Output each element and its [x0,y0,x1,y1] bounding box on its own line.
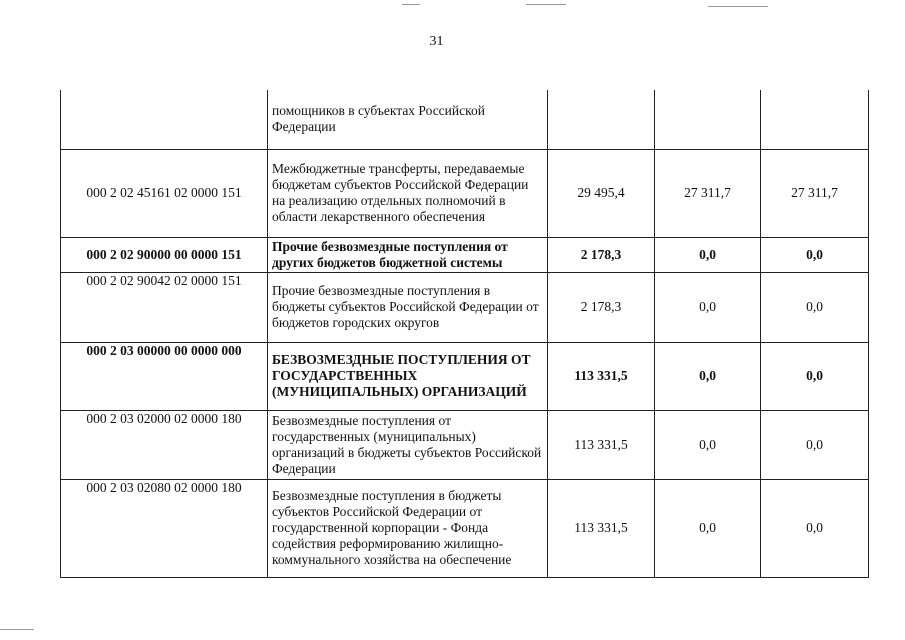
row-name: Прочие безвозмездные поступления в бюджеты субъектов Российской Федерации от бюджетов городских округов [268,272,548,342]
row-value-1: 113 331,5 [548,410,655,479]
row-value-1: 113 331,5 [548,479,655,577]
row-value-3 [761,90,869,149]
scan-mark [402,4,420,5]
table-row [61,237,869,272]
row-value-3: 0,0 [761,237,869,272]
row-value-1: 29 495,4 [548,149,655,237]
row-name: БЕЗВОЗМЕЗДНЫЕ ПОСТУПЛЕНИЯ ОТ ГОСУДАРСТВЕННЫХ (МУНИЦИПАЛЬНЫХ) ОРГАНИЗАЦИЙ [268,342,548,410]
scan-mark [708,6,768,7]
table-row [61,90,869,149]
row-value-2 [655,90,761,149]
table-row [61,479,869,577]
row-value-1: 2 178,3 [548,272,655,342]
row-value-1 [548,90,655,149]
row-name: Межбюджетные трансферты, передаваемые бюджетам субъектов Российской Федерации на реализацию отдельных полномочий в области лекарственного обеспечения [268,149,548,237]
row-value-2: 0,0 [655,272,761,342]
row-value-3: 0,0 [761,342,869,410]
row-value-2: 0,0 [655,237,761,272]
row-value-2: 27 311,7 [655,149,761,237]
row-value-1: 2 178,3 [548,237,655,272]
row-name: помощников в субъектах Российской Федерации [268,90,548,149]
row-value-2: 0,0 [655,410,761,479]
table-row [61,342,869,410]
page-number: 31 [429,34,444,49]
row-code [61,90,268,149]
row-value-2: 0,0 [655,479,761,577]
row-name: Безвозмездные поступления от государственных (муниципальных) организаций в бюджеты субъектов Российской Федерации [268,410,548,479]
scan-mark [526,4,566,5]
row-code: 000 2 03 02000 02 0000 180 [61,410,268,479]
row-name: Безвозмездные поступления в бюджеты субъектов Российской Федерации от государственной корпорации - Фонда содействия реформированию жилищно-коммунального хозяйства на обеспечение [268,479,548,577]
row-value-3: 0,0 [761,410,869,479]
budget-revenue-table [60,90,869,578]
row-code: 000 2 02 90000 00 0000 151 [61,237,268,272]
table-row [61,149,869,237]
row-code: 000 2 03 02080 02 0000 180 [61,479,268,577]
row-value-2: 0,0 [655,342,761,410]
row-value-1: 113 331,5 [548,342,655,410]
row-code: 000 2 02 45161 02 0000 151 [61,149,268,237]
table-row [61,272,869,342]
row-value-3: 27 311,7 [761,149,869,237]
row-value-3: 0,0 [761,272,869,342]
scan-mark [0,629,34,630]
row-value-3: 0,0 [761,479,869,577]
table-row [61,410,869,479]
row-name: Прочие безвозмездные поступления от других бюджетов бюджетной системы [268,237,548,272]
row-code: 000 2 03 00000 00 0000 000 [61,342,268,410]
row-code: 000 2 02 90042 02 0000 151 [61,272,268,342]
